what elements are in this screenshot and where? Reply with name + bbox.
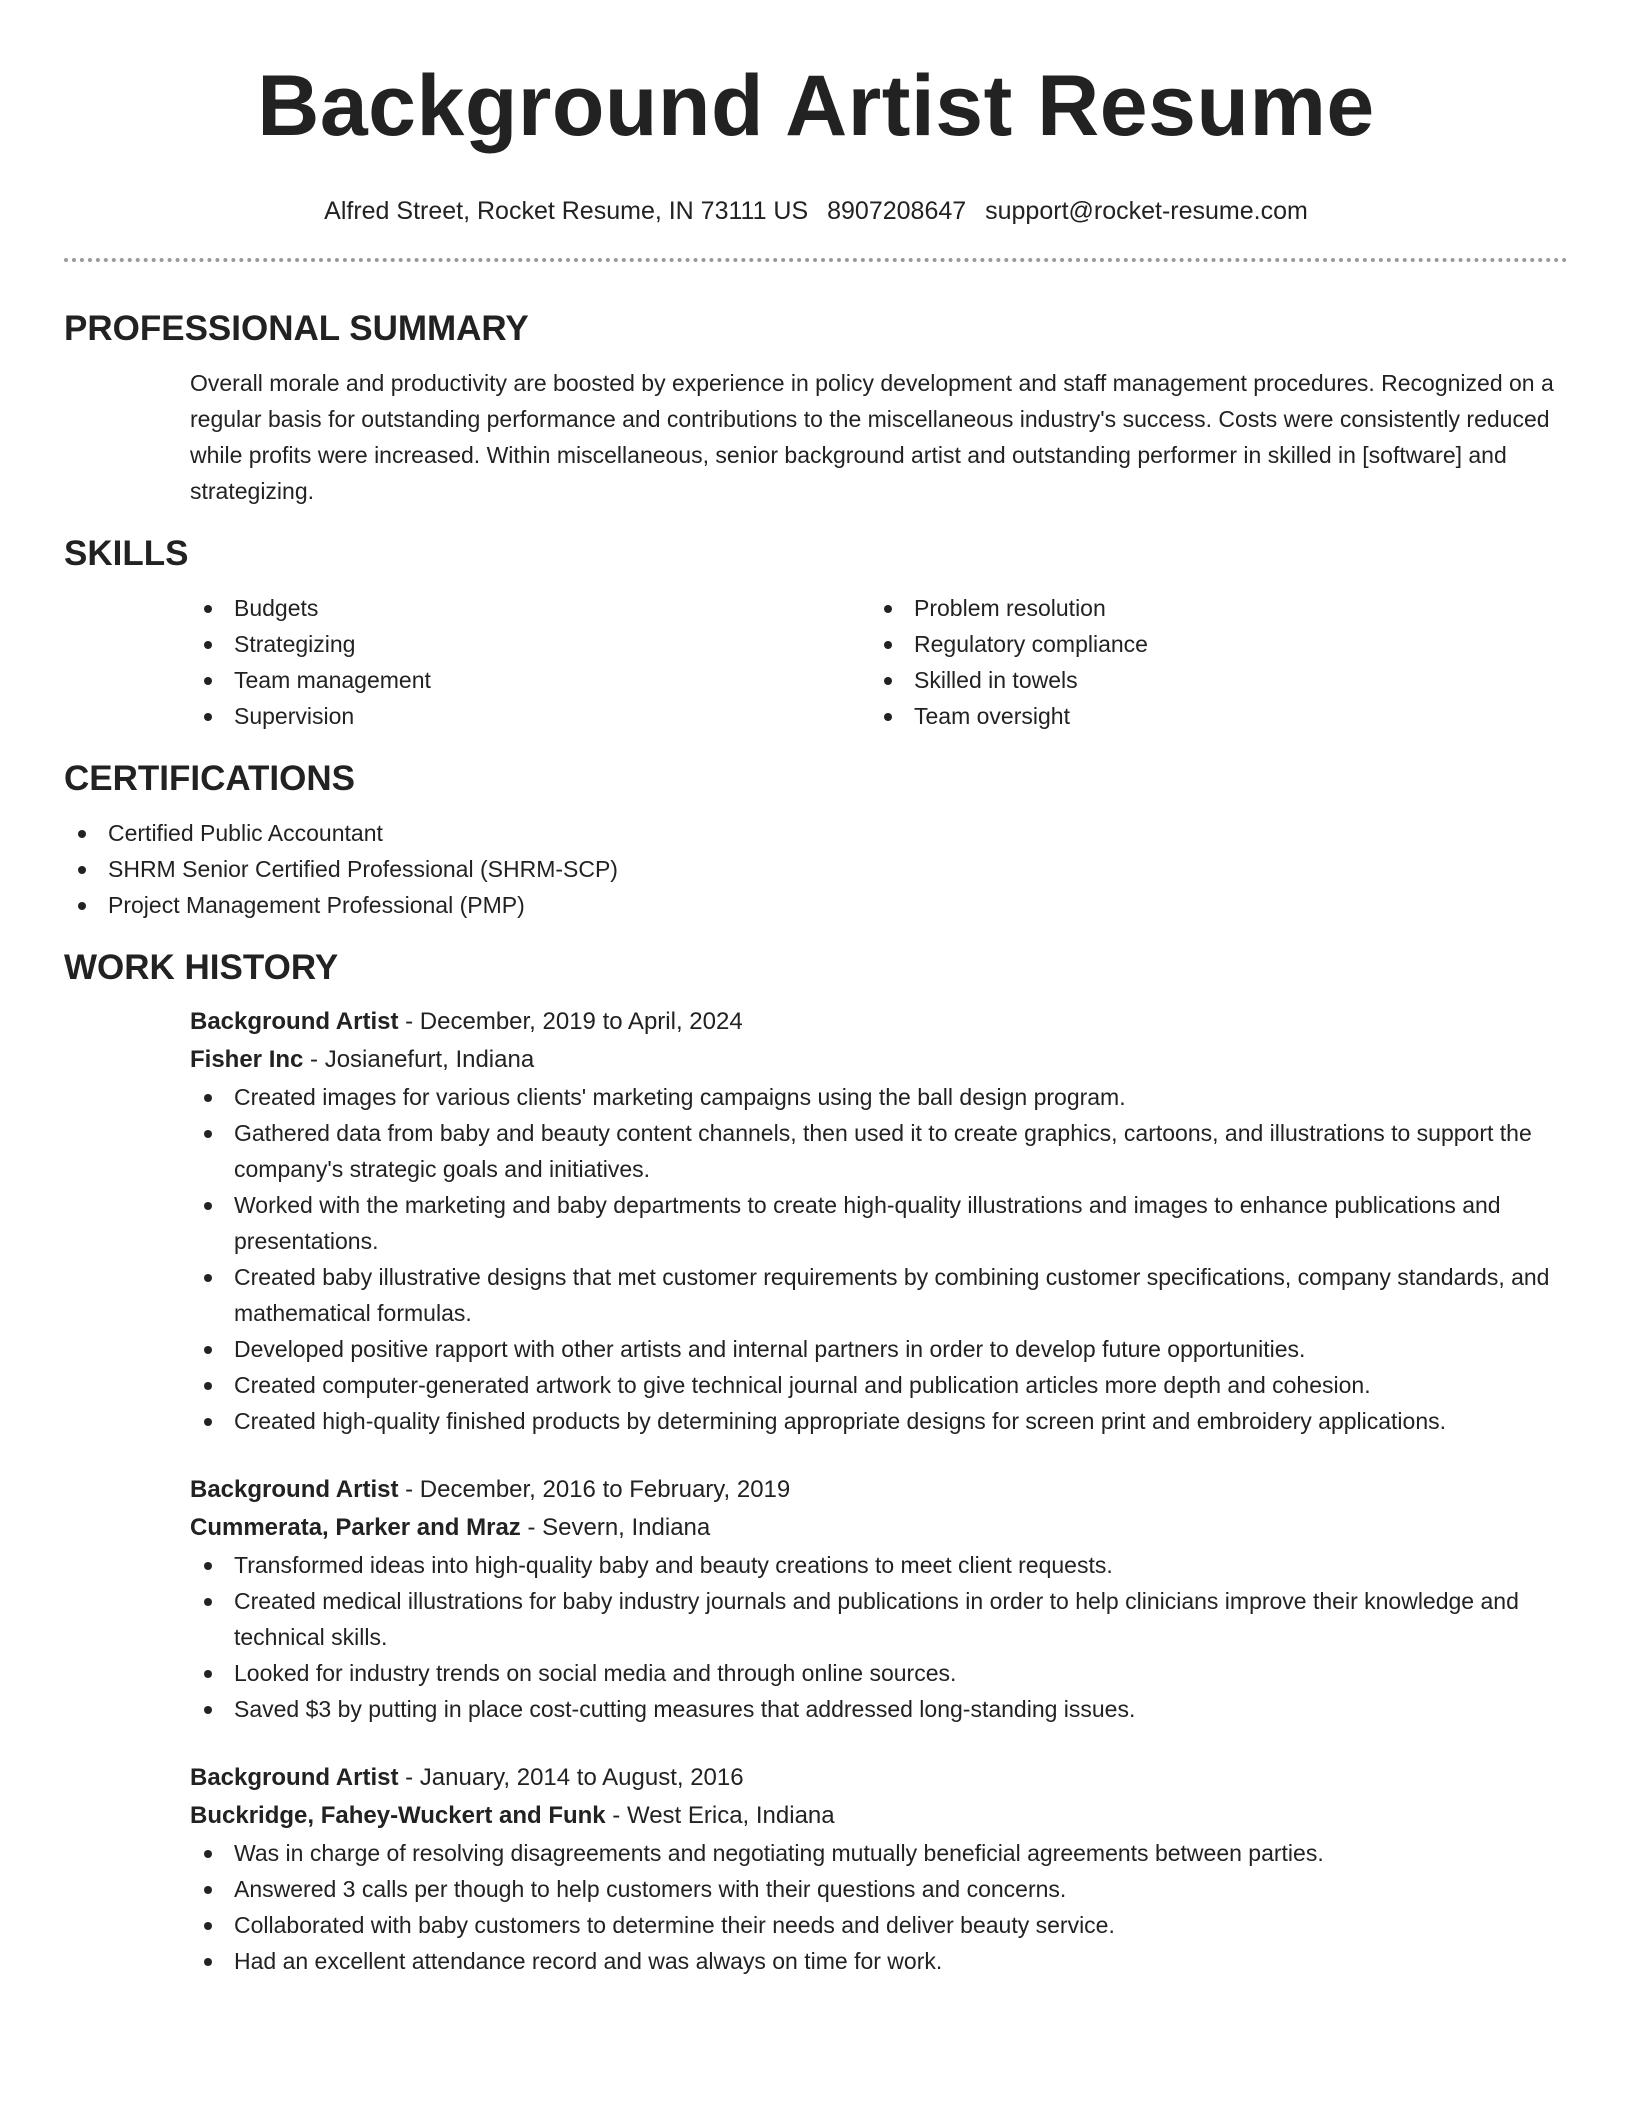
skill-item: Skilled in towels xyxy=(870,662,1550,698)
job-bullet: Created baby illustrative designs that met customer requirements by combining customer specifications, company standards, and mathematical formulas. xyxy=(190,1259,1568,1331)
job-title-line xyxy=(190,1759,1568,1797)
job-bullet: Looked for industry trends on social media and through online sources. xyxy=(190,1655,1568,1691)
job-bullet: Saved $3 by putting in place cost-cutting measures that addressed long-standing issues. xyxy=(190,1691,1568,1727)
resume-header xyxy=(64,0,1568,226)
skills-grid xyxy=(190,590,1568,734)
job-bullet: Worked with the marketing and baby departments to create high-quality illustrations and images to enhance publications and presentations. xyxy=(190,1187,1568,1259)
job-location: - West Erica, Indiana xyxy=(605,1802,835,1829)
certification-item: Certified Public Accountant xyxy=(64,815,1568,851)
job-company: Cummerata, Parker and Mraz xyxy=(190,1514,521,1541)
job-company: Fisher Inc xyxy=(190,1046,304,1073)
job-title-line xyxy=(190,1003,1568,1041)
certifications-list xyxy=(64,815,1568,923)
job-location: - Severn, Indiana xyxy=(520,1514,711,1541)
job-bullet: Created medical illustrations for baby industry journals and publications in order to help clinicians improve their knowledge and technical skills. xyxy=(190,1583,1568,1655)
skills-section xyxy=(64,533,1568,734)
job-bullet: Created high-quality finished products by determining appropriate designs for screen print and embroidery applications. xyxy=(190,1403,1568,1439)
skill-item: Team oversight xyxy=(870,698,1550,734)
certifications-heading: CERTIFICATIONS xyxy=(64,759,356,798)
page-title: Background Artist Resume xyxy=(257,58,1375,154)
skills-list-right xyxy=(870,590,1550,734)
contact-address: Alfred Street, Rocket Resume, IN 73111 US xyxy=(324,197,809,225)
job-bullets xyxy=(190,1835,1568,1979)
contact-line xyxy=(64,196,1568,226)
job-role: Background Artist xyxy=(190,1008,399,1035)
job-bullet: Gathered data from baby and beauty content channels, then used it to create graphics, cartoons, and illustrations to support the company's strategic goals and initiatives. xyxy=(190,1115,1568,1187)
job-company-line xyxy=(190,1797,1568,1835)
contact-email: support@rocket-resume.com xyxy=(985,197,1308,225)
skill-item: Strategizing xyxy=(190,626,870,662)
job-company-line xyxy=(190,1509,1568,1547)
job-bullet: Transformed ideas into high-quality baby and beauty creations to meet client requests. xyxy=(190,1547,1568,1583)
job-role: Background Artist xyxy=(190,1476,399,1503)
job-bullet: Created computer-generated artwork to give technical journal and publication articles more depth and cohesion. xyxy=(190,1367,1568,1403)
skill-item: Budgets xyxy=(190,590,870,626)
job-bullets xyxy=(190,1079,1568,1439)
certification-item: Project Management Professional (PMP) xyxy=(64,887,1568,923)
job-role: Background Artist xyxy=(190,1764,399,1791)
summary-text: Overall morale and productivity are boosted by experience in policy development and staff management procedures. Recognized on a regular basis for outstanding performance and contributions to the miscellaneous industry's success. Costs were consistently reduced while profits were increased. Within miscellaneous, senior background artist and outstanding performer in skilled in [software] and strategizing. xyxy=(190,370,1554,504)
job-bullet: Answered 3 calls per though to help customers with their questions and concerns. xyxy=(190,1871,1568,1907)
job-company: Buckridge, Fahey-Wuckert and Funk xyxy=(190,1802,606,1829)
job-bullet: Had an excellent attendance record and was always on time for work. xyxy=(190,1943,1568,1979)
job-dates: - January, 2014 to August, 2016 xyxy=(398,1764,744,1791)
job-dates: - December, 2016 to February, 2019 xyxy=(398,1476,791,1503)
job-bullet: Was in charge of resolving disagreements and negotiating mutually beneficial agreements between parties. xyxy=(190,1835,1568,1871)
certifications-section xyxy=(64,758,1568,923)
job-company-line xyxy=(190,1041,1568,1079)
job-entry xyxy=(190,1471,1568,1727)
skills-list-left xyxy=(190,590,870,734)
contact-phone: 8907208647 xyxy=(827,197,967,225)
job-bullets xyxy=(190,1547,1568,1727)
job-location: - Josianefurt, Indiana xyxy=(303,1046,535,1073)
summary-section xyxy=(64,308,1568,509)
job-title-line xyxy=(190,1471,1568,1509)
skill-item: Regulatory compliance xyxy=(870,626,1550,662)
skill-item: Team management xyxy=(190,662,870,698)
skills-heading: SKILLS xyxy=(64,534,189,573)
certification-item: SHRM Senior Certified Professional (SHRM-SCP) xyxy=(64,851,1568,887)
job-entry xyxy=(190,1759,1568,1979)
work-history-heading: WORK HISTORY xyxy=(64,948,339,987)
job-entry xyxy=(190,1003,1568,1439)
job-dates: - December, 2019 to April, 2024 xyxy=(398,1008,743,1035)
job-bullet: Created images for various clients' marketing campaigns using the ball design program. xyxy=(190,1079,1568,1115)
job-bullet: Collaborated with baby customers to determine their needs and deliver beauty service. xyxy=(190,1907,1568,1943)
header-divider xyxy=(64,258,1568,262)
skill-item: Supervision xyxy=(190,698,870,734)
summary-heading: PROFESSIONAL SUMMARY xyxy=(64,309,529,348)
skill-item: Problem resolution xyxy=(870,590,1550,626)
job-bullet: Developed positive rapport with other artists and internal partners in order to develop future opportunities. xyxy=(190,1331,1568,1367)
work-history-section xyxy=(64,947,1568,1979)
